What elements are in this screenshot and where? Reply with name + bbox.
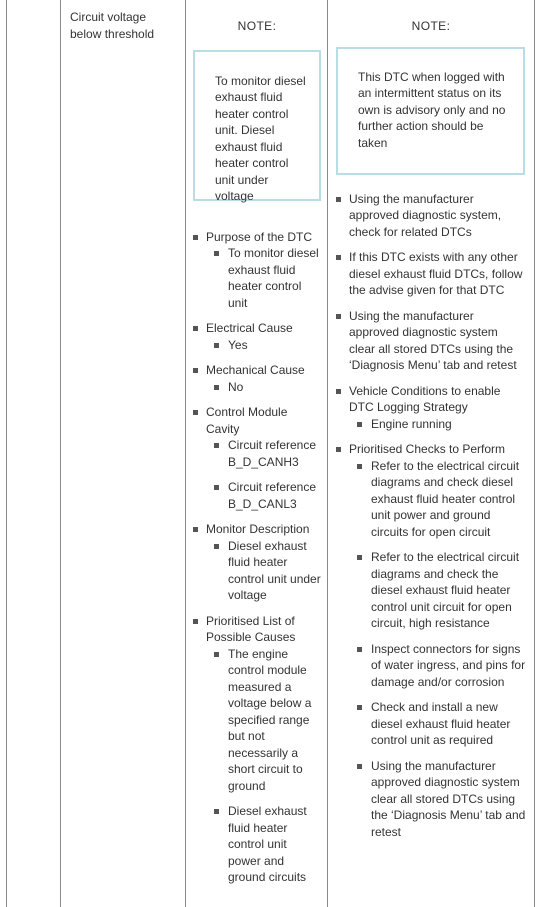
sub-list [206, 245, 321, 311]
sub-list [206, 337, 321, 354]
sub-list-item: The engine control module measured a voltage below a specified range but not necessarily a short circuit to ground [206, 646, 321, 795]
list-item [336, 308, 526, 374]
sub-list-item: Diesel exhaust fluid heater control unit under voltage [206, 538, 321, 604]
list-item [193, 320, 321, 353]
sub-list-item: Diesel exhaust fluid heater control unit power and ground circuits [206, 803, 321, 886]
note-box [336, 47, 525, 175]
list-item [336, 249, 526, 299]
sub-list-item: No [206, 379, 321, 396]
action-cell [336, 18, 526, 840]
sub-list-item: Circuit reference B_D_CANL3 [206, 479, 321, 512]
sub-list-item: Engine running [349, 416, 526, 433]
description-list [193, 229, 321, 886]
list-item-label: Electrical Cause [206, 321, 293, 335]
list-item [193, 404, 321, 512]
sub-list-item: Check and install a new diesel exhaust fluid heater control unit as required [349, 699, 526, 749]
list-item-label: Mechanical Cause [206, 363, 305, 377]
condition-cell [70, 9, 178, 42]
condition-text: Circuit voltage below threshold [70, 10, 155, 41]
list-item [336, 191, 526, 241]
list-item [193, 521, 321, 604]
column-divider [185, 0, 186, 907]
sub-list-item: Using the manufacturer approved diagnostic system clear all stored DTCs using the ‘Diagnosis Menu’ tab and retest [349, 758, 526, 841]
list-item-label: Prioritised List of Possible Causes [206, 613, 296, 644]
sub-list [206, 379, 321, 396]
sub-list-item: Refer to the electrical circuit diagrams and check diesel exhaust fluid heater control unit power and ground circuits for open circuit [349, 458, 526, 541]
list-item [193, 229, 321, 312]
sub-list-item: Refer to the electrical circuit diagrams and check the diesel exhaust fluid heater control unit circuit for open circuit, high resistance [349, 549, 526, 632]
list-item-label: Vehicle Conditions to enable DTC Logging Strategy [349, 383, 501, 414]
column-divider [60, 0, 61, 907]
note-title: NOTE: [237, 19, 277, 33]
list-item [193, 613, 321, 886]
list-item-label: If this DTC exists with any other diesel exhaust fluid DTCs, follow the advise given for that DTC [349, 250, 523, 297]
list-item-label: Control Module Cavity [206, 405, 288, 436]
sub-list [206, 437, 321, 512]
action-list [336, 191, 526, 841]
column-divider [327, 0, 328, 907]
sub-list [349, 458, 526, 841]
sub-list [206, 538, 321, 604]
note-box [193, 50, 321, 201]
sub-list-item: Inspect connectors for signs of water ingress, and pins for damage and/or corrosion [349, 641, 526, 691]
table-border-left [6, 0, 7, 907]
list-item-label: Purpose of the DTC [206, 229, 313, 244]
sub-list [206, 646, 321, 886]
table-border-right [534, 0, 535, 907]
sub-list [349, 416, 526, 433]
list-item [336, 441, 526, 840]
list-item-label: Prioritised Checks to Perform [349, 442, 506, 456]
note-text: This DTC when logged with an intermittent status on its own is advisory only and no further action should be taken [358, 69, 506, 150]
sub-list-item: To monitor diesel exhaust fluid heater control unit [206, 245, 321, 311]
description-cell [193, 18, 321, 886]
note-title: NOTE: [411, 19, 451, 33]
list-item [336, 383, 526, 433]
list-item-label: Using the manufacturer approved diagnostic system, check for related DTCs [349, 191, 502, 239]
note-text: To monitor diesel exhaust fluid heater control unit. Diesel exhaust fluid heater control unit under voltage [215, 73, 306, 203]
list-item-label: Monitor Description [206, 522, 310, 536]
list-item-label: Using the manufacturer approved diagnostic system clear all stored DTCs using the ‘Diagnosis Menu’ tab and retest [349, 308, 517, 372]
sub-list-item: Circuit reference B_D_CANH3 [206, 437, 321, 470]
list-item [193, 362, 321, 395]
sub-list-item: Yes [206, 337, 321, 354]
